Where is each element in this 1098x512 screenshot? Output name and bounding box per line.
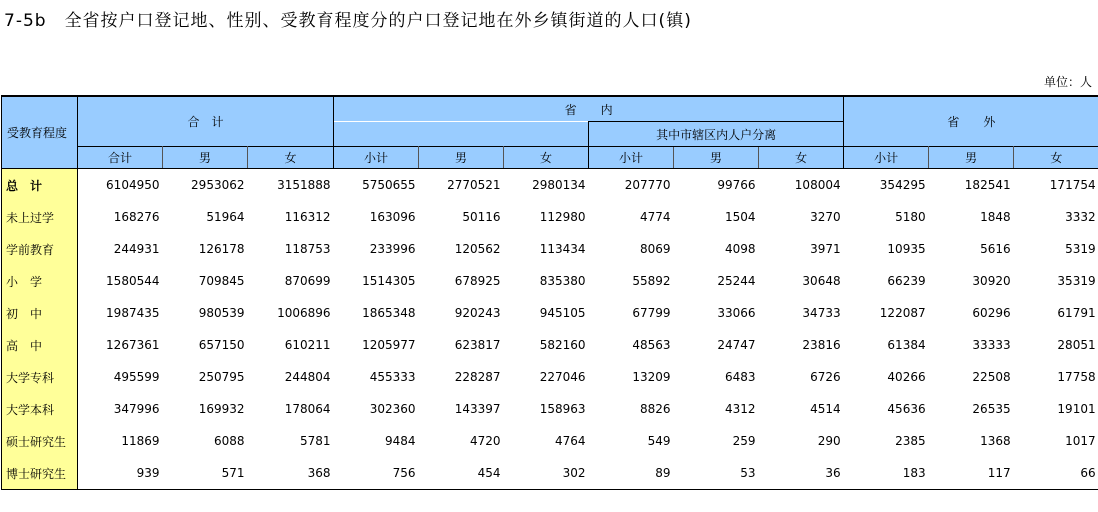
- table-cell: 120562: [454, 242, 501, 256]
- table-row: [2, 457, 1098, 490]
- table-cell: 178064: [284, 402, 331, 416]
- table-cell: 2770521: [447, 178, 501, 192]
- table-cell: 4514: [810, 402, 841, 416]
- row-label: 博士研究生: [2, 457, 78, 490]
- table-cell: 169932: [198, 402, 245, 416]
- table-cell: 25244: [717, 274, 756, 288]
- col-header: 女: [1014, 147, 1098, 169]
- table-cell: 35319: [1057, 274, 1096, 288]
- table-cell: 1504: [724, 210, 756, 224]
- table-body: [2, 169, 1098, 490]
- table-cell: 50116: [462, 210, 501, 224]
- table-cell: 1017: [1065, 434, 1096, 448]
- table-cell: 1205977: [362, 338, 416, 352]
- table-cell: 1006896: [277, 306, 331, 320]
- table-cell: 143397: [454, 402, 501, 416]
- group-out-province: 省 外: [844, 96, 1098, 147]
- table-cell: 1580544: [106, 274, 160, 288]
- table-cell: 117: [929, 457, 1014, 490]
- table-cell: 945105: [539, 306, 586, 320]
- table-title: [4, 6, 692, 31]
- table-cell: 1987435: [106, 306, 160, 320]
- table-cell: 113434: [539, 242, 586, 256]
- table-cell: 61791: [1057, 306, 1096, 320]
- col-header: 男: [674, 147, 759, 169]
- table-cell: 89: [589, 457, 674, 490]
- table-row: [2, 361, 1098, 393]
- group-in-province: 省 内: [334, 96, 844, 122]
- table-cell: 171754: [1049, 178, 1096, 192]
- subgroup-municipal: 其中市辖区内人户分离: [589, 122, 844, 147]
- table-cell: 24747: [717, 338, 756, 352]
- table-cell: 33066: [717, 306, 756, 320]
- table-cell: 22508: [972, 370, 1011, 384]
- row-label: 硕士研究生: [2, 425, 78, 457]
- table-cell: 244931: [113, 242, 160, 256]
- table-cell: 26535: [972, 402, 1011, 416]
- table-cell: 2980134: [532, 178, 586, 192]
- table-cell: 250795: [198, 370, 245, 384]
- table-cell: 756: [334, 457, 419, 490]
- table-cell: 5750655: [362, 178, 416, 192]
- table-cell: 227046: [539, 370, 586, 384]
- table-cell: 45636: [887, 402, 926, 416]
- row-label: 高 中: [2, 329, 78, 361]
- group-total: 合 计: [78, 96, 334, 147]
- table-cell: 118753: [284, 242, 331, 256]
- table-code: 7-5b: [4, 11, 47, 31]
- table-cell: 1368: [980, 434, 1011, 448]
- table-cell: 495599: [113, 370, 160, 384]
- table-cell: 116312: [284, 210, 331, 224]
- table-row: [2, 169, 1098, 202]
- table-cell: 8069: [639, 242, 671, 256]
- table-cell: 4774: [639, 210, 671, 224]
- row-label: 未上过学: [2, 201, 78, 233]
- table-cell: 2953062: [191, 178, 245, 192]
- in-province-blank: [334, 122, 589, 147]
- table-cell: 182541: [964, 178, 1011, 192]
- table-title-text: 全省按户口登记地、性别、受教育程度分的户口登记地在外乡镇街道的人口(镇): [64, 11, 692, 31]
- table-row: [2, 201, 1098, 233]
- table-row: [2, 265, 1098, 297]
- table-cell: 3971: [810, 242, 841, 256]
- table-cell: 61384: [887, 338, 926, 352]
- table-row: [2, 393, 1098, 425]
- table-cell: 66239: [887, 274, 926, 288]
- table-cell: 920243: [454, 306, 501, 320]
- table-cell: 1267361: [106, 338, 160, 352]
- table-row: [2, 329, 1098, 361]
- table-cell: 112980: [539, 210, 586, 224]
- table-cell: 6088: [213, 434, 245, 448]
- table-cell: 3270: [810, 210, 841, 224]
- table-cell: 11869: [121, 434, 160, 448]
- table-cell: 4720: [469, 434, 501, 448]
- table-cell: 6483: [724, 370, 756, 384]
- table-cell: 67799: [632, 306, 671, 320]
- table-cell: 19101: [1057, 402, 1096, 416]
- table-cell: 354295: [879, 178, 926, 192]
- table-cell: 168276: [113, 210, 160, 224]
- table-cell: 228287: [454, 370, 501, 384]
- table-cell: 582160: [539, 338, 586, 352]
- table-cell: 835380: [539, 274, 586, 288]
- col-header: 小计: [334, 147, 419, 169]
- row-label: 学前教育: [2, 233, 78, 265]
- col-header: 男: [419, 147, 504, 169]
- row-label: 大学专科: [2, 361, 78, 393]
- table-cell: 233996: [369, 242, 416, 256]
- table-cell: 48563: [632, 338, 671, 352]
- col-header: 小计: [589, 147, 674, 169]
- table-cell: 3332: [1065, 210, 1096, 224]
- table-cell: 6726: [810, 370, 841, 384]
- table-cell: 34733: [802, 306, 841, 320]
- table-cell: 207770: [624, 178, 671, 192]
- table-cell: 302: [504, 457, 589, 490]
- table-cell: 368: [248, 457, 334, 490]
- table-cell: 610211: [284, 338, 331, 352]
- table-cell: 33333: [972, 338, 1011, 352]
- table-cell: 183: [844, 457, 929, 490]
- table-cell: 347996: [113, 402, 160, 416]
- table-cell: 23816: [802, 338, 841, 352]
- table-cell: 36: [759, 457, 844, 490]
- table-cell: 455333: [369, 370, 416, 384]
- table-cell: 108004: [794, 178, 841, 192]
- unit-label: 单位：人: [1043, 75, 1092, 89]
- table-cell: 244804: [284, 370, 331, 384]
- table-cell: 623817: [454, 338, 501, 352]
- table-cell: 40266: [887, 370, 926, 384]
- table-cell: 980539: [198, 306, 245, 320]
- table-cell: 657150: [198, 338, 245, 352]
- table-row: [2, 425, 1098, 457]
- table-cell: 6104950: [106, 178, 160, 192]
- table-cell: 290: [817, 434, 841, 448]
- table-cell: 17758: [1057, 370, 1096, 384]
- row-label: 总 计: [2, 169, 78, 202]
- table-cell: 5319: [1065, 242, 1096, 256]
- table-cell: 8826: [639, 402, 671, 416]
- row-label: 大学本科: [2, 393, 78, 425]
- table-cell: 30920: [972, 274, 1011, 288]
- table-cell: 13209: [632, 370, 671, 384]
- table-cell: 10935: [887, 242, 926, 256]
- col-header: 小计: [844, 147, 929, 169]
- table-cell: 9484: [384, 434, 416, 448]
- col-header: 合计: [78, 147, 163, 169]
- col-header: 女: [248, 147, 334, 169]
- table-cell: 60296: [972, 306, 1011, 320]
- row-label: 小 学: [2, 265, 78, 297]
- table-cell: 66: [1014, 457, 1098, 490]
- row-label: 初 中: [2, 297, 78, 329]
- table-cell: 709845: [198, 274, 245, 288]
- table-cell: 302360: [369, 402, 416, 416]
- table-row: [2, 297, 1098, 329]
- table-cell: 5616: [980, 242, 1011, 256]
- table-cell: 163096: [369, 210, 416, 224]
- table-cell: 4764: [554, 434, 586, 448]
- table-cell: 28051: [1057, 338, 1096, 352]
- table-cell: 51964: [206, 210, 245, 224]
- table-cell: 5180: [895, 210, 926, 224]
- table-cell: 549: [647, 434, 671, 448]
- row-header-label: 受教育程度: [2, 96, 78, 169]
- table-cell: 571: [163, 457, 248, 490]
- table-cell: 99766: [717, 178, 756, 192]
- data-table: [1, 95, 1098, 490]
- table-cell: 1848: [980, 210, 1011, 224]
- table-row: [2, 233, 1098, 265]
- table-cell: 454: [419, 457, 504, 490]
- table-cell: 678925: [454, 274, 501, 288]
- table-cell: 4312: [724, 402, 756, 416]
- table-cell: 53: [674, 457, 759, 490]
- table-cell: 870699: [284, 274, 331, 288]
- col-header: 女: [759, 147, 844, 169]
- col-header: 男: [163, 147, 248, 169]
- table-cell: 259: [732, 434, 756, 448]
- table-cell: 2385: [895, 434, 926, 448]
- table-cell: 158963: [539, 402, 586, 416]
- table-cell: 1865348: [362, 306, 416, 320]
- table-cell: 4098: [724, 242, 756, 256]
- table-cell: 55892: [632, 274, 671, 288]
- table-cell: 126178: [198, 242, 245, 256]
- col-header: 男: [929, 147, 1014, 169]
- table-cell: 122087: [879, 306, 926, 320]
- table-cell: 5781: [299, 434, 331, 448]
- table-cell: 1514305: [362, 274, 416, 288]
- col-header: 女: [504, 147, 589, 169]
- table-cell: 939: [78, 457, 163, 490]
- table-cell: 3151888: [277, 178, 331, 192]
- table-cell: 30648: [802, 274, 841, 288]
